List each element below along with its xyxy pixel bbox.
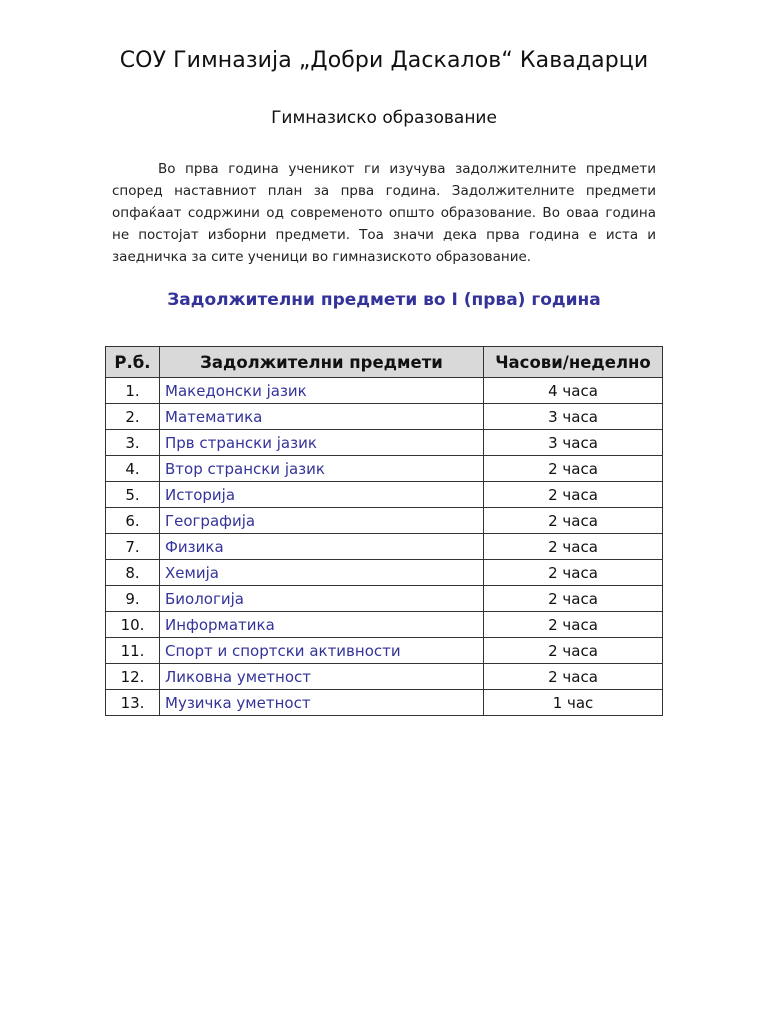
row-number: 7.	[106, 534, 160, 560]
table-row	[106, 586, 663, 612]
weekly-hours: 1 час	[484, 690, 663, 716]
subject-name: Ликовна уметност	[160, 664, 484, 690]
weekly-hours: 3 часа	[484, 404, 663, 430]
section-heading: Задолжителни предмети во I (прва) година	[167, 290, 601, 310]
table-row	[106, 638, 663, 664]
table-row	[106, 534, 663, 560]
table-row	[106, 690, 663, 716]
row-number: 3.	[106, 430, 160, 456]
row-number: 11.	[106, 638, 160, 664]
weekly-hours: 2 часа	[484, 508, 663, 534]
weekly-hours: 4 часа	[484, 378, 663, 404]
subject-name: Музичка уметност	[160, 690, 484, 716]
table-body	[106, 378, 663, 716]
weekly-hours: 2 часа	[484, 586, 663, 612]
row-number: 8.	[106, 560, 160, 586]
subject-name: Втор странски јазик	[160, 456, 484, 482]
subject-name: Математика	[160, 404, 484, 430]
row-number: 13.	[106, 690, 160, 716]
row-number: 5.	[106, 482, 160, 508]
subject-name: Спорт и спортски активности	[160, 638, 484, 664]
row-number: 4.	[106, 456, 160, 482]
weekly-hours: 2 часа	[484, 456, 663, 482]
weekly-hours: 2 часа	[484, 664, 663, 690]
weekly-hours: 2 часа	[484, 612, 663, 638]
table-row	[106, 508, 663, 534]
subject-name: Информатика	[160, 612, 484, 638]
subject-name: Хемија	[160, 560, 484, 586]
weekly-hours: 3 часа	[484, 430, 663, 456]
subject-name: Историја	[160, 482, 484, 508]
table-row	[106, 612, 663, 638]
table-row	[106, 404, 663, 430]
weekly-hours: 2 часа	[484, 638, 663, 664]
document-title: СОУ Гимназија „Добри Даскалов“ Кавадарци	[119, 48, 649, 73]
weekly-hours: 2 часа	[484, 560, 663, 586]
row-number: 2.	[106, 404, 160, 430]
document-subtitle: Гимназиско образование	[271, 108, 497, 128]
subject-name: Македонски јазик	[160, 378, 484, 404]
table-row	[106, 664, 663, 690]
weekly-hours: 2 часа	[484, 482, 663, 508]
row-number: 12.	[106, 664, 160, 690]
table-row	[106, 456, 663, 482]
weekly-hours: 2 часа	[484, 534, 663, 560]
subject-name: Физика	[160, 534, 484, 560]
subject-name: Биологија	[160, 586, 484, 612]
row-number: 6.	[106, 508, 160, 534]
subjects-table	[105, 346, 663, 716]
header-num: Р.б.	[106, 347, 160, 378]
row-number: 9.	[106, 586, 160, 612]
row-number: 1.	[106, 378, 160, 404]
table-row	[106, 378, 663, 404]
subject-name: Прв странски јазик	[160, 430, 484, 456]
table-row	[106, 430, 663, 456]
table-row	[106, 560, 663, 586]
table-header-row	[106, 347, 663, 378]
header-subject: Задолжителни предмети	[160, 347, 484, 378]
header-hours: Часови/неделно	[484, 347, 663, 378]
row-number: 10.	[106, 612, 160, 638]
subject-name: Географија	[160, 508, 484, 534]
intro-paragraph: Во прва година ученикот ги изучува задолжителните предмети според наставниот план за прва година. Задолжителните предмети опфаќаат содржини од современото општо образование. Во оваа година не постојат изборни предмети. Тоа значи дека прва година е иста и заедничка за сите ученици во гимназиското образование.	[112, 161, 656, 265]
table-row	[106, 482, 663, 508]
